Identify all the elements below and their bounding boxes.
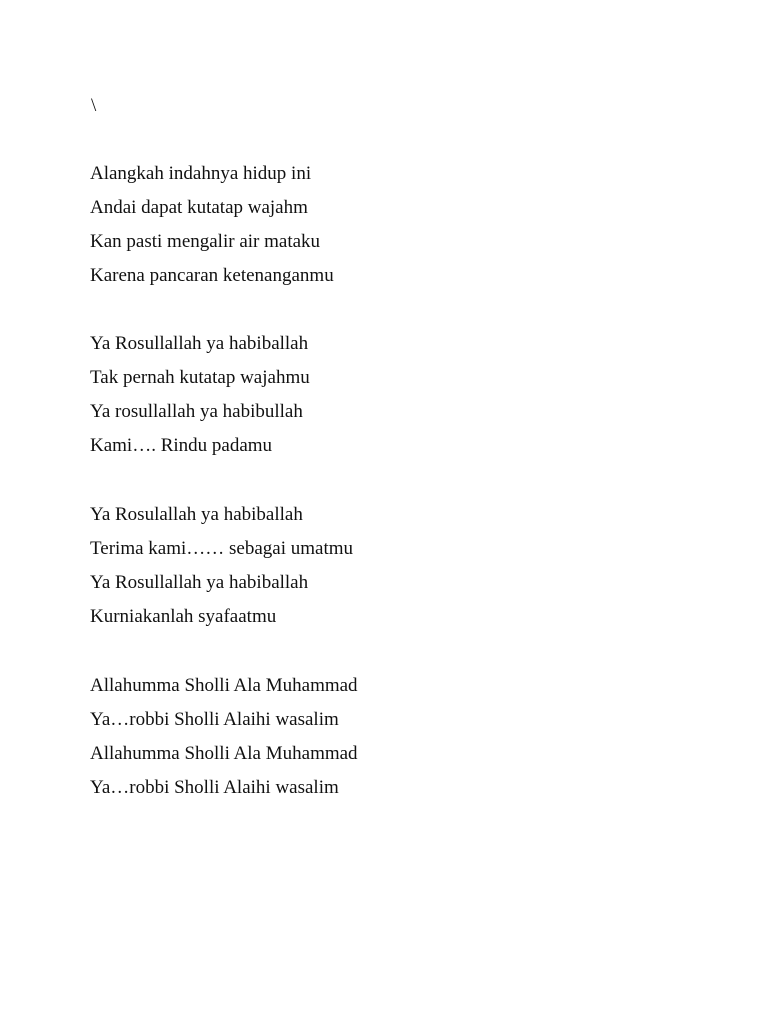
- lyric-line: Kurniakanlah syafaatmu: [90, 606, 277, 627]
- lyric-line: Allahumma Sholli Ala Muhammad: [90, 675, 358, 696]
- lyric-line: Terima kami…… sebagai umatmu: [90, 538, 354, 559]
- lyric-line: Ya…robbi Sholli Alaihi wasalim: [90, 709, 339, 730]
- lyric-line: Andai dapat kutatap wajahm: [90, 197, 308, 218]
- lyric-line: Kami…. Rindu padamu: [90, 435, 273, 456]
- lyric-line: Ya Rosullallah ya habiballah: [90, 572, 309, 593]
- backslash-mark: \: [91, 95, 97, 116]
- lyric-line: Allahumma Sholli Ala Muhammad: [90, 743, 358, 764]
- lyric-line: Tak pernah kutatap wajahmu: [90, 367, 310, 388]
- lyric-line: Ya…robbi Sholli Alaihi wasalim: [90, 777, 339, 798]
- lyric-line: Alangkah indahnya hidup ini: [90, 163, 312, 184]
- lyric-line: Karena pancaran ketenanganmu: [90, 265, 334, 286]
- lyric-line: Kan pasti mengalir air mataku: [90, 231, 321, 252]
- lyric-line: Ya Rosullallah ya habiballah: [90, 333, 309, 354]
- lyric-line: Ya Rosulallah ya habiballah: [90, 504, 303, 525]
- lyric-line: Ya rosullallah ya habibullah: [90, 401, 303, 422]
